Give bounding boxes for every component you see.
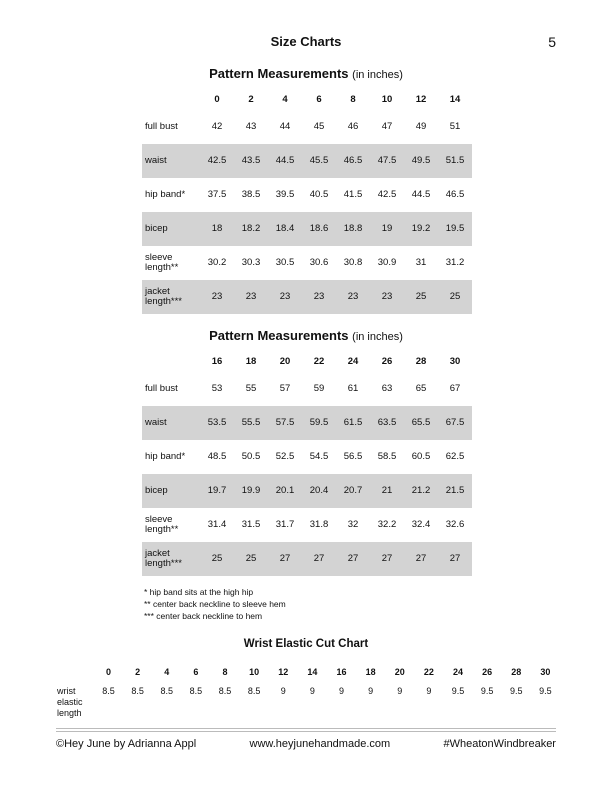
table1-corner <box>142 88 200 110</box>
cell: 19.5 <box>438 212 472 246</box>
table1-header-row <box>142 88 472 110</box>
size-header: 22 <box>423 667 434 677</box>
size-header: 14 <box>307 667 318 677</box>
cell: 37.5 <box>207 189 227 200</box>
cell: 43.5 <box>234 144 268 178</box>
row-label: waist <box>142 144 200 178</box>
row-label: bicep <box>142 474 200 508</box>
row-label: hip band* <box>145 451 186 462</box>
cell: 56.5 <box>343 451 363 462</box>
size-header: 24 <box>453 667 464 677</box>
size-header: 22 <box>313 355 325 367</box>
cell: 27 <box>438 542 472 576</box>
table2-unit: (in inches) <box>352 331 403 343</box>
footer-copyright: ©Hey June by Adrianna Appl <box>56 738 197 750</box>
page-title: Size Charts <box>270 34 342 49</box>
cell: 8.5 <box>189 686 203 696</box>
table-row <box>142 542 472 576</box>
cell: 46.5 <box>445 189 465 200</box>
table2-corner <box>142 350 200 372</box>
cell: 31 <box>415 257 427 268</box>
row-label: bicep <box>142 212 200 246</box>
wrist-corner <box>56 662 94 682</box>
row-label: jacket length*** <box>142 542 200 576</box>
cell: 25 <box>438 280 472 314</box>
row-label: full bust <box>145 121 178 132</box>
cell: 49 <box>415 121 427 132</box>
table-row <box>56 682 560 720</box>
table-row <box>142 246 472 280</box>
cell: 27 <box>404 542 438 576</box>
cell: 67.5 <box>438 406 472 440</box>
table-row <box>142 212 472 246</box>
page-footer <box>56 738 556 750</box>
cell: 9 <box>368 686 374 696</box>
cell: 42.5 <box>377 189 397 200</box>
cell: 31.2 <box>445 257 465 268</box>
cell: 65 <box>415 383 427 394</box>
row-label: hip band* <box>145 189 186 200</box>
cell: 30.2 <box>207 257 227 268</box>
cell: 30.3 <box>241 257 261 268</box>
page-number: 5 <box>548 34 556 50</box>
cell: 44.5 <box>411 189 431 200</box>
size-header: 2 <box>248 93 254 105</box>
table-row <box>142 474 472 508</box>
size-header: 16 <box>211 355 223 367</box>
cell: 32 <box>347 519 359 530</box>
cell: 63 <box>381 383 393 394</box>
cell: 9.5 <box>539 686 552 696</box>
size-header: 12 <box>415 93 427 105</box>
cell: 57.5 <box>268 406 302 440</box>
size-header: 6 <box>316 93 322 105</box>
cell: 19 <box>370 212 404 246</box>
cell: 8.5 <box>218 686 232 696</box>
size-header: 12 <box>278 667 289 677</box>
cell: 9.5 <box>480 686 494 696</box>
size-header: 10 <box>381 93 393 105</box>
cell: 41.5 <box>343 189 363 200</box>
cell: 31.8 <box>309 519 329 530</box>
size-header: 2 <box>135 667 141 677</box>
cell: 51.5 <box>438 144 472 178</box>
size-header: 6 <box>193 667 199 677</box>
cell: 8.5 <box>160 686 174 696</box>
cell: 52.5 <box>275 451 295 462</box>
cell: 8.5 <box>247 686 261 696</box>
cell: 8.5 <box>131 686 144 696</box>
size-header: 18 <box>365 667 376 677</box>
table-row <box>142 372 472 406</box>
table-row <box>142 144 472 178</box>
measurements-table-1 <box>142 88 472 314</box>
cell: 30.6 <box>309 257 329 268</box>
size-header: 30 <box>540 667 551 677</box>
cell: 9 <box>397 686 403 696</box>
cell: 61.5 <box>336 406 370 440</box>
cell: 19.2 <box>404 212 438 246</box>
cell: 20.4 <box>302 474 336 508</box>
cell: 55.5 <box>234 406 268 440</box>
cell: 43 <box>245 121 257 132</box>
cell: 55 <box>245 383 257 394</box>
size-header: 26 <box>381 355 393 367</box>
cell: 18.4 <box>268 212 302 246</box>
wrist-chart-title: Wrist Elastic Cut Chart <box>243 638 369 650</box>
cell: 27 <box>268 542 302 576</box>
cell: 53 <box>211 383 223 394</box>
cell: 23 <box>200 280 234 314</box>
size-header: 10 <box>249 667 260 677</box>
cell: 47 <box>381 121 393 132</box>
cell: 21.2 <box>404 474 438 508</box>
size-header: 8 <box>222 667 228 677</box>
cell: 44.5 <box>268 144 302 178</box>
size-header: 4 <box>282 93 288 105</box>
cell: 46 <box>347 121 359 132</box>
size-header: 28 <box>415 355 427 367</box>
cell: 8.5 <box>102 686 115 696</box>
table1-unit: (in inches) <box>352 69 403 81</box>
cell: 65.5 <box>404 406 438 440</box>
cell: 53.5 <box>200 406 234 440</box>
cell: 31.4 <box>207 519 227 530</box>
measurements-table-2 <box>142 350 472 576</box>
cell: 60.5 <box>411 451 431 462</box>
cell: 59 <box>313 383 325 394</box>
row-label: wrist elastic length <box>57 686 83 718</box>
cell: 30.5 <box>275 257 295 268</box>
table2-header-row <box>142 350 472 372</box>
cell: 23 <box>268 280 302 314</box>
cell: 23 <box>234 280 268 314</box>
cell: 61 <box>347 383 359 394</box>
cell: 42.5 <box>200 144 234 178</box>
cell: 18.2 <box>234 212 268 246</box>
footer-divider <box>56 728 556 729</box>
cell: 9 <box>426 686 432 696</box>
cell: 31.7 <box>275 519 295 530</box>
table-row <box>142 280 472 314</box>
cell: 31.5 <box>241 519 261 530</box>
cell: 38.5 <box>241 189 261 200</box>
cell: 18.8 <box>336 212 370 246</box>
cell: 30.8 <box>343 257 363 268</box>
cell: 18.6 <box>302 212 336 246</box>
cell: 9 <box>339 686 345 696</box>
cell: 40.5 <box>309 189 329 200</box>
cell: 49.5 <box>404 144 438 178</box>
cell: 39.5 <box>275 189 295 200</box>
cell: 58.5 <box>377 451 397 462</box>
table1-title: Pattern Measurements <box>209 66 349 81</box>
table-row <box>142 178 472 212</box>
table2-title: Pattern Measurements <box>209 328 349 343</box>
cell: 44 <box>279 121 291 132</box>
cell: 23 <box>370 280 404 314</box>
footer-hashtag: #WheatonWindbreaker <box>443 738 556 750</box>
cell: 25 <box>234 542 268 576</box>
row-label: jacket length*** <box>142 280 200 314</box>
cell: 21.5 <box>438 474 472 508</box>
footer-website: www.heyjunehandmade.com <box>249 738 391 750</box>
size-header: 8 <box>350 93 356 105</box>
table-row <box>142 406 472 440</box>
cell: 9 <box>280 686 286 696</box>
size-header: 14 <box>449 93 461 105</box>
cell: 23 <box>302 280 336 314</box>
cell: 47.5 <box>370 144 404 178</box>
row-label: waist <box>142 406 200 440</box>
size-header: 30 <box>449 355 461 367</box>
table1-heading <box>0 66 612 81</box>
cell: 9.5 <box>451 686 465 696</box>
row-label: sleeve length** <box>145 514 179 535</box>
size-header: 18 <box>245 355 257 367</box>
cell: 30.9 <box>377 257 397 268</box>
size-header: 20 <box>394 667 405 677</box>
cell: 42 <box>211 121 223 132</box>
cell: 18 <box>200 212 234 246</box>
cell: 23 <box>336 280 370 314</box>
cell: 48.5 <box>207 451 227 462</box>
cell: 67 <box>449 383 461 394</box>
footnote: ** center back neckline to sleeve hem <box>144 599 286 609</box>
cell: 9.5 <box>510 686 523 696</box>
cell: 27 <box>370 542 404 576</box>
row-label: sleeve length** <box>145 252 179 273</box>
cell: 25 <box>200 542 234 576</box>
footnote: * hip band sits at the high hip <box>144 587 254 597</box>
size-header: 24 <box>347 355 359 367</box>
cell: 45 <box>313 121 325 132</box>
size-header: 0 <box>106 667 112 677</box>
cell: 50.5 <box>241 451 261 462</box>
cell: 57 <box>279 383 291 394</box>
table2-heading <box>0 328 612 343</box>
cell: 32.4 <box>411 519 431 530</box>
cell: 54.5 <box>309 451 329 462</box>
cell: 59.5 <box>302 406 336 440</box>
cell: 9 <box>309 686 315 696</box>
size-header: 28 <box>511 667 522 677</box>
row-label: full bust <box>145 383 178 394</box>
table-row <box>142 508 472 542</box>
cell: 32.6 <box>445 519 465 530</box>
cell: 21 <box>370 474 404 508</box>
size-header: 16 <box>336 667 347 677</box>
footnotes <box>144 586 286 622</box>
wrist-elastic-table <box>56 662 560 720</box>
size-header: 26 <box>482 667 493 677</box>
wrist-header-row <box>56 662 560 682</box>
size-header: 20 <box>279 355 291 367</box>
cell: 25 <box>404 280 438 314</box>
cell: 19.9 <box>234 474 268 508</box>
cell: 19.7 <box>200 474 234 508</box>
cell: 20.7 <box>336 474 370 508</box>
table-row <box>142 440 472 474</box>
cell: 62.5 <box>445 451 465 462</box>
cell: 45.5 <box>302 144 336 178</box>
footnote: *** center back neckline to hem <box>144 611 263 621</box>
cell: 27 <box>302 542 336 576</box>
size-header: 4 <box>164 667 170 677</box>
cell: 51 <box>449 121 461 132</box>
cell: 63.5 <box>370 406 404 440</box>
footer-divider <box>56 731 556 732</box>
table-row <box>142 110 472 144</box>
cell: 27 <box>336 542 370 576</box>
cell: 32.2 <box>377 519 397 530</box>
cell: 20.1 <box>268 474 302 508</box>
cell: 46.5 <box>336 144 370 178</box>
size-header: 0 <box>214 93 220 105</box>
